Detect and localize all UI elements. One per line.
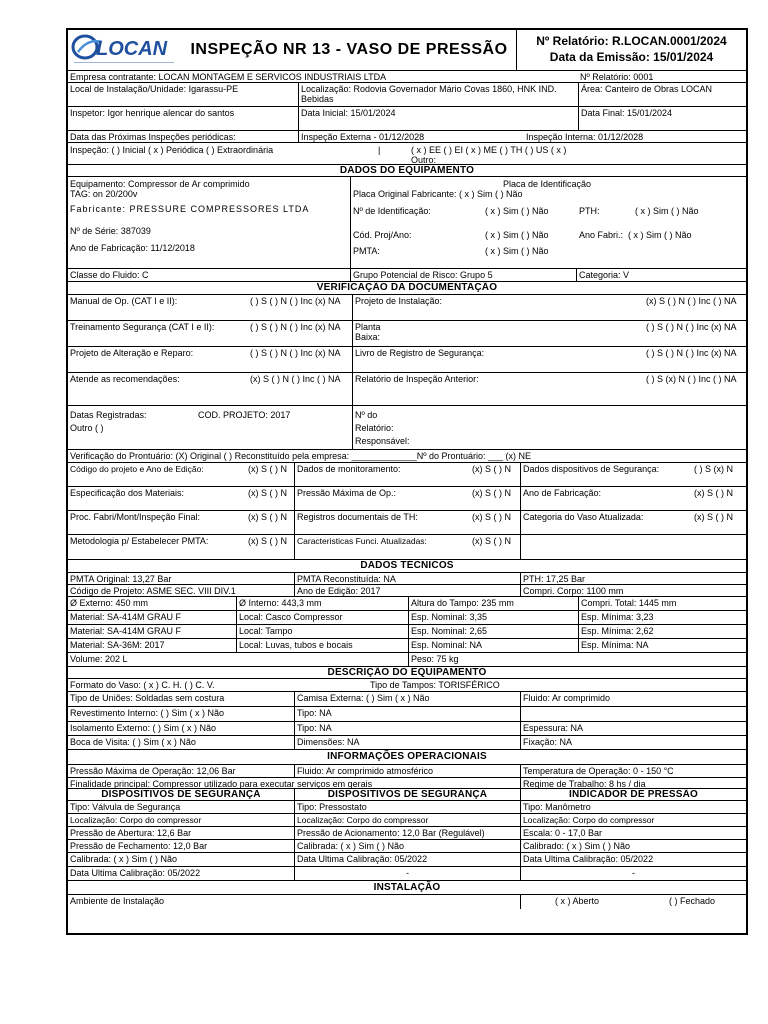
row-inspetor xyxy=(68,107,746,131)
section-dados-equipamento xyxy=(68,165,746,177)
placa-identificacao xyxy=(350,177,746,268)
row-tec-2 xyxy=(68,585,746,597)
row-disp-4 xyxy=(68,840,746,853)
data-inicial: Data Inicial: 15/01/2024 xyxy=(298,107,578,130)
row-desc-1 xyxy=(68,679,746,692)
inst-ambiente: Ambiente de Instalação xyxy=(70,896,165,906)
classe-fluido: Classe do Fluido: C xyxy=(70,270,149,280)
doc-planta-value: ( ) S ( ) N ( ) Inc (x) NA xyxy=(646,322,737,332)
doc-metodologia-value: (x) S ( ) N xyxy=(248,536,287,546)
inspecao-externa: Inspeção Externa - 01/12/2028 xyxy=(298,131,524,142)
op-temperatura: Temperatura de Operação: 0 - 150 °C xyxy=(520,765,746,777)
section-operacionais xyxy=(68,750,746,765)
disp-pressostato-data: Data Ultima Calibração: 05/2022 xyxy=(294,853,520,866)
doc-codigo-proj: Código do projeto e Ano de Edição: xyxy=(70,464,204,474)
equipamento-nome: Equipamento: Compressor de Ar comprimido xyxy=(70,179,250,189)
locan-logo-icon xyxy=(68,30,182,70)
doc-categoria-vaso: Categoria do Vaso Atualizada: xyxy=(520,511,692,534)
tipo-separador: | xyxy=(378,145,381,155)
disp-manometro-dash: - xyxy=(520,867,746,880)
pmta-value: ( x ) Sim ( ) Não xyxy=(485,246,549,256)
doc-metodologia: Metodologia p/ Estabelecer PMTA: xyxy=(70,536,209,546)
pth-label: PTH: xyxy=(579,206,600,216)
desc-boca: Boca de Visita: ( ) Sim ( x ) Não xyxy=(70,737,196,747)
section-heading: INSTALAÇÃO xyxy=(373,882,441,893)
inspecao-interna: Inspeção Interna: 01/12/2028 xyxy=(526,132,644,142)
doc-relatorio-ant-value: ( ) S (x) N ( ) Inc ( ) NA xyxy=(646,374,737,384)
disp-valvula-data: Data Ultima Calibração: 05/2022 xyxy=(70,868,201,878)
op-finalidade: Finalidade principal: Compressor utilizado para executar serviços em gerais xyxy=(70,779,373,788)
doc-caracteristicas: Caracteristicas Funci. Atualizadas: xyxy=(294,535,470,559)
n-ident-value: ( x ) Sim ( ) Não xyxy=(485,206,549,216)
section-documentacao xyxy=(68,282,746,295)
proximas-inspecoes: Data das Próximas Inspeções periódicas: xyxy=(70,132,236,142)
row-local xyxy=(68,83,746,107)
disp-valvula-tipo: Tipo: Válvula de Segurança xyxy=(70,802,181,812)
doc-treinamento-value: ( ) S ( ) N ( ) Inc (x) NA xyxy=(250,322,341,332)
localizacao: Localização: Rodovia Governador Mário Covas 1860, HNK IND. Bebidas xyxy=(298,83,578,106)
desc-isolamento: Isolamento Externo: ( ) Sim ( x ) Não xyxy=(70,723,217,733)
desc-revestimento: Revestimento Interno: ( ) Sim ( x ) Não xyxy=(70,708,225,718)
cod-proj-value: ( x ) Sim ( ) Não xyxy=(485,230,549,240)
row-desc-3 xyxy=(68,707,746,722)
tec-esp-minima-2: Esp. Mínima: 2,62 xyxy=(578,625,746,638)
doc-outro: Outro ( ) xyxy=(70,423,104,433)
row-doc-5 xyxy=(68,406,746,450)
disp-pressostato-acionamento: Pressão de Acionamento: 12,0 Bar (Regulável) xyxy=(294,827,520,839)
op-regime: Regime de Trabalho: 8 hs / dia xyxy=(520,778,746,788)
doc-treinamento: Treinamento Segurança (CAT I e II): xyxy=(70,322,215,332)
tec-esp-minima-3: Esp. Mínima: NA xyxy=(578,639,746,652)
section-heading: INFORMAÇÕES OPERACIONAIS xyxy=(327,751,487,762)
row-tec-6 xyxy=(68,639,746,653)
row-tec-5 xyxy=(68,625,746,639)
pmta-label: PMTA: xyxy=(353,246,380,256)
disp-manometro-calibrado: Calibrado: ( x ) Sim ( ) Não xyxy=(520,840,746,852)
company-logo xyxy=(68,30,182,70)
tec-volume: Volume: 202 L xyxy=(70,654,128,664)
doc-planta: Planta Baixa: xyxy=(352,321,644,346)
row-tipo-inspecao xyxy=(68,143,746,165)
disp-manometro-escala: Escala: 0 - 17,0 Bar xyxy=(520,827,746,839)
tec-altura-tampo: Altura do Tampo: 235 mm xyxy=(408,597,578,610)
disp-manometro-tipo: Tipo: Manômetro xyxy=(520,801,746,813)
row-desc-5 xyxy=(68,736,746,750)
tipo-inspecao: Inspeção: ( ) Inicial ( x ) Periódica ( ) Extraordinária xyxy=(70,145,274,155)
row-tec-4 xyxy=(68,611,746,625)
doc-codigo-proj-value: (x) S ( ) N xyxy=(248,464,287,474)
section-descricao xyxy=(68,667,746,679)
disp-pressostato-tipo: Tipo: Pressostato xyxy=(294,801,520,813)
doc-especificacao: Especificação dos Materiais: xyxy=(70,488,185,498)
row-disp-1 xyxy=(68,801,746,814)
row-instalacao xyxy=(68,895,746,909)
row-desc-2 xyxy=(68,692,746,707)
doc-livro-value: ( ) S ( ) N ( ) Inc (x) NA xyxy=(646,348,737,358)
doc-pressao-max-value: (x) S ( ) N xyxy=(472,488,511,498)
desc-camisa: Camisa Externa: ( ) Sim ( x ) Não xyxy=(294,692,520,706)
doc-monitoramento: Dados de monitoramento: xyxy=(294,463,470,486)
ano-fabri-label: Ano Fabri.: xyxy=(579,230,624,240)
report-number: Nº Relatório: R.LOCAN.0001/2024 xyxy=(536,34,727,48)
disp-manometro-data: Data Ultima Calibração: 05/2022 xyxy=(520,853,746,866)
row-doc-6 xyxy=(68,463,746,487)
doc-registros-th-value: (x) S ( ) N xyxy=(472,512,511,522)
row-tec-1 xyxy=(68,573,746,585)
disp-heading-1: DISPOSITIVOS DE SEGURANÇA xyxy=(101,789,261,800)
section-heading: DADOS DO EQUIPAMENTO xyxy=(339,165,475,176)
disp-heading-3: INDICADOR DE PRESSÃO xyxy=(520,789,746,800)
tec-pth: PTH: 17,25 Bar xyxy=(520,573,746,584)
tec-externo: Ø Externo: 450 mm xyxy=(70,598,149,608)
doc-relatorio-ant: Relatório de Inspeção Anterior: xyxy=(352,373,644,405)
doc-atende-value: (x) S ( ) N ( ) Inc ( ) NA xyxy=(250,374,341,384)
desc-fluido: Fluido: Ar comprimido xyxy=(520,692,746,706)
row-doc-9 xyxy=(68,535,746,560)
tec-material-1: Material: SA-414M GRAU F xyxy=(70,612,182,622)
doc-proc-fabri: Proc. Fabri/Mont/Inspeção Final: xyxy=(70,512,201,522)
tec-compri-corpo: Compri. Corpo: 1100 mm xyxy=(520,585,746,596)
doc-caracteristicas-value: (x) S ( ) N xyxy=(472,536,511,546)
area: Área: Canteiro de Obras LOCAN xyxy=(578,83,746,106)
tec-material-2: Material: SA-414M GRAU F xyxy=(70,626,182,636)
row-doc-4 xyxy=(68,373,746,406)
row-op-1 xyxy=(68,765,746,778)
row-doc-8 xyxy=(68,511,746,535)
doc-empty-cell xyxy=(520,535,746,559)
doc-especificacao-value: (x) S ( ) N xyxy=(248,488,287,498)
doc-monitoramento-value: (x) S ( ) N xyxy=(472,464,511,474)
doc-ano-fab-value: (x) S ( ) N xyxy=(694,488,733,498)
row-empresa xyxy=(68,71,746,83)
relatorio-no: Nº Relatório: 0001 xyxy=(580,72,654,82)
inst-aberto: ( x ) Aberto xyxy=(555,896,600,906)
row-classe xyxy=(68,269,746,282)
doc-n-rel-2: Relatório: xyxy=(355,423,394,433)
tec-empty-cell xyxy=(578,653,746,666)
row-op-2 xyxy=(68,778,746,789)
disp-valvula-calibrada: Calibrada: ( x ) Sim ( ) Não xyxy=(70,854,178,864)
tec-esp-nominal-2: Esp. Nominal: 2,65 xyxy=(408,625,578,638)
empresa: Empresa contratante: LOCAN MONTAGEM E SERVICOS INDUSTRIAIS LTDA xyxy=(70,72,387,82)
desc-dimensoes: Dimensões: NA xyxy=(294,736,520,749)
data-final: Data Final: 15/01/2024 xyxy=(578,107,746,130)
tec-compri-total: Compri. Total: 1445 mm xyxy=(578,597,746,610)
disp-valvula-abertura: Pressão de Abertura: 12,6 Bar xyxy=(70,828,192,838)
doc-n-relatorio xyxy=(352,406,746,449)
tec-local-3: Local: Luvas, tubos e bocais xyxy=(236,639,408,652)
desc-tipo-tampos: Tipo de Tampos: TORISFÉRICO xyxy=(370,680,500,690)
tec-peso: Peso: 75 kg xyxy=(408,653,578,666)
doc-projeto-inst-value: (x) S ( ) N ( ) Inc ( ) NA xyxy=(646,296,737,306)
tec-esp-nominal-1: Esp. Nominal: 3,35 xyxy=(408,611,578,624)
doc-datas xyxy=(68,406,352,449)
disp-valvula-localizacao: Localização: Corpo do compressor xyxy=(70,815,202,825)
equipamento-tag: TAG: on 20/200v xyxy=(70,189,138,199)
tec-pmta-original: PMTA Original: 13,27 Bar xyxy=(70,574,172,584)
n-ident-label: Nº de Identificação: xyxy=(353,206,431,216)
row-desc-4 xyxy=(68,722,746,736)
doc-disp-seg-value: ( ) S (x) N xyxy=(694,464,733,474)
row-equipamento xyxy=(68,177,746,269)
placa-titulo: Placa de Identificação xyxy=(503,179,592,189)
row-disp-3 xyxy=(68,827,746,840)
tec-ano-edicao: Ano de Edição: 2017 xyxy=(294,585,520,596)
row-proximas xyxy=(68,131,746,143)
row-tec-3 xyxy=(68,597,746,611)
doc-projeto-alt: Projeto de Alteração e Reparo: xyxy=(70,348,194,358)
inspetor: Inspetor: Igor henrique alencar do santos xyxy=(70,108,235,118)
doc-pressao-max: Pressão Máxima de Op.: xyxy=(294,487,470,510)
desc-tipo-1: Tipo: NA xyxy=(294,707,520,721)
page-title: INSPEÇÃO NR 13 - VASO DE PRESSÃO xyxy=(190,41,508,58)
logo-text: LOCAN xyxy=(96,38,168,60)
disp-pressostato-calibrada: Calibrada: ( x ) Sim ( ) Não xyxy=(294,840,520,852)
section-instalacao xyxy=(68,881,746,895)
inst-options xyxy=(520,895,746,909)
desc-tipo-2: Tipo: NA xyxy=(294,722,520,735)
disp-valvula-fechamento: Pressão de Fechamento: 12,0 Bar xyxy=(70,841,208,851)
disp-manometro-localizacao: Localização: Corpo do compressor xyxy=(520,814,746,826)
equipamento-left xyxy=(68,177,350,268)
tec-codigo-projeto: Código de Projeto: ASME SEC. VIII DIV.1 xyxy=(70,586,236,596)
disp-heading-2: DISPOSITIVOS DE SEGURANÇA xyxy=(294,789,520,800)
section-dispositivos xyxy=(68,789,746,801)
disp-pressostato-localizacao: Localização: Corpo do compressor xyxy=(294,814,520,826)
section-heading: VERIFICAÇÃO DA DOCUMENTAÇÃO xyxy=(316,282,498,293)
doc-n-rel-1: Nº do xyxy=(355,410,378,420)
inst-fechado: ( ) Fechado xyxy=(669,896,716,906)
doc-proc-fabri-value: (x) S ( ) N xyxy=(248,512,287,522)
doc-categoria-vaso-value: (x) S ( ) N xyxy=(694,512,733,522)
tec-pmta-reconst: PMTA Reconstituída: NA xyxy=(294,573,520,584)
doc-projeto-alt-value: ( ) S ( ) N ( ) Inc (x) NA xyxy=(250,348,341,358)
pth-value: ( x ) Sim ( ) Não xyxy=(635,206,699,216)
equipamento-serie: Nº de Série: 387039 xyxy=(70,226,151,236)
op-fluido: Fluido: Ar comprimido atmosférico xyxy=(294,765,520,777)
row-doc-2 xyxy=(68,321,746,347)
doc-registros-th: Registros documentais de TH: xyxy=(294,511,470,534)
tec-local-1: Local: Casco Compressor xyxy=(236,611,408,624)
form-header xyxy=(68,30,746,71)
row-doc-3 xyxy=(68,347,746,373)
op-pressao-max: Pressão Máxima de Operação: 12,06 Bar xyxy=(70,766,236,776)
doc-livro: Livro de Registro de Segurança: xyxy=(352,347,644,372)
local-unidade: Local de Instalação/Unidade: Igarassu-PE xyxy=(70,84,239,94)
desc-espessura: Espessura: NA xyxy=(520,722,746,735)
tec-material-3: Material: SA-36M: 2017 xyxy=(70,640,165,650)
equipamento-fabricante: Fabricante: PRESSURE COMPRESSORES LTDA xyxy=(70,204,310,214)
desc-empty-cell xyxy=(520,707,746,721)
disp-pressostato-dash: - xyxy=(294,867,520,880)
categoria: Categoria: V xyxy=(576,269,746,281)
issue-date: Data da Emissão: 15/01/2024 xyxy=(549,50,714,64)
row-disp-6 xyxy=(68,867,746,881)
desc-fixacao: Fixação: NA xyxy=(520,736,746,749)
row-doc-7 xyxy=(68,487,746,511)
row-disp-2 xyxy=(68,814,746,827)
row-doc-1 xyxy=(68,295,746,321)
section-tecnicos xyxy=(68,560,746,573)
tec-esp-nominal-3: Esp. Nominal: NA xyxy=(408,639,578,652)
tipo-ensaios: ( x ) EE ( ) EI ( x ) ME ( ) TH ( ) US ( x ) xyxy=(411,145,567,155)
doc-disp-seg: Dados dispositivos de Segurança: xyxy=(520,463,692,486)
doc-ano-fab: Ano de Fabricação: xyxy=(520,487,692,510)
row-tec-7 xyxy=(68,653,746,667)
row-prontuario xyxy=(68,450,746,463)
tec-local-2: Local: Tampo xyxy=(236,625,408,638)
desc-unioes: Tipo de Uniões: Soldadas sem costura xyxy=(70,693,225,703)
equipamento-ano-fab: Ano de Fabricação: 11/12/2018 xyxy=(70,243,195,253)
doc-projeto-inst: Projeto de Instalação: xyxy=(352,295,644,320)
doc-n-rel-3: Responsável: xyxy=(355,436,410,446)
outro-ensaio: Outro: xyxy=(411,155,437,165)
doc-atende: Atende as recomendações: xyxy=(70,374,180,384)
doc-manual: Manual de Op. (CAT I e II): xyxy=(70,296,178,306)
section-heading: DADOS TÉCNICOS xyxy=(360,560,454,571)
doc-datas-registradas: Datas Registradas: xyxy=(70,410,147,420)
placa-original: Placa Original Fabricante: ( x ) Sim ( ) Não xyxy=(353,189,523,199)
grupo-risco: Grupo Potencial de Risco: Grupo 5 xyxy=(350,269,576,281)
tec-esp-minima-1: Esp. Mínima: 3,23 xyxy=(578,611,746,624)
cod-proj-label: Cód. Proj/Ano: xyxy=(353,230,412,240)
ano-fabri-value: ( x ) Sim ( ) Não xyxy=(628,230,692,240)
doc-prontuario: Verificação do Prontuário: (X) Original ( ) Reconstituído pela empresa: _____________Nº do Prontuário: ___ (x) NE xyxy=(70,451,532,461)
row-disp-5 xyxy=(68,853,746,867)
doc-manual-value: ( ) S ( ) N ( ) Inc (x) NA xyxy=(250,296,341,306)
inspection-form xyxy=(66,28,748,935)
doc-cod-projeto: COD. PROJETO: 2017 xyxy=(198,410,291,420)
desc-formato: Formato do Vaso: ( x ) C. H. ( ) C. V. xyxy=(70,680,215,690)
tec-interno: Ø Interno: 443,3 mm xyxy=(236,597,408,610)
report-info xyxy=(516,30,746,70)
section-heading: DESCRIÇÃO DO EQUIPAMENTO xyxy=(327,667,487,678)
